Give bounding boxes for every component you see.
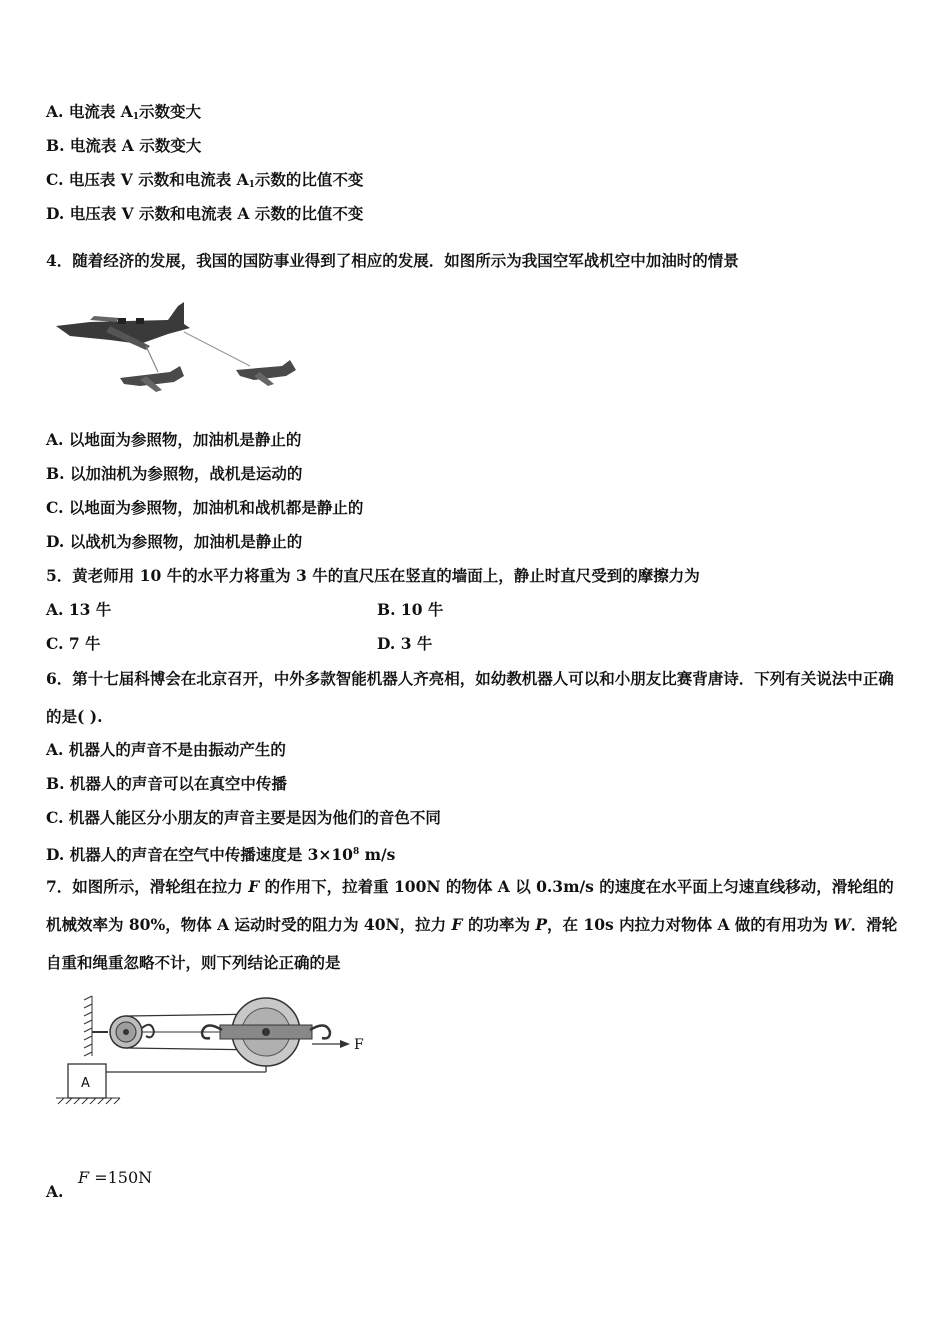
q7-option-a-formula: F =150N (78, 1168, 153, 1187)
q6-option-c: C. 机器人能区分小朋友的声音主要是因为他们的音色不同 (46, 808, 441, 827)
q7-option-a-letter: A. (46, 1182, 64, 1201)
q4-option-b: B. 以加油机为参照物，战机是运动的 (46, 464, 303, 483)
q4-option-c: C. 以地面为参照物，加油机和战机都是静止的 (46, 498, 364, 517)
q4-stem: 4．随着经济的发展，我国的国防事业得到了相应的发展．如图所示为我国空军战机空中加油时的情景 (46, 251, 739, 270)
pulley-system-figure (44, 992, 374, 1112)
q6-option-d: D. 机器人的声音在空气中传播速度是 $3\times 10^8$ m/s (46, 845, 396, 864)
refueling-aircraft-figure (50, 296, 310, 400)
ground (56, 1098, 120, 1104)
movable-pulley (202, 998, 330, 1066)
q5-option-c: C. 7 牛 (46, 634, 101, 653)
q6-option-b: B. 机器人的声音可以在真空中传播 (46, 774, 287, 793)
fighter-jet-left (120, 366, 184, 392)
q5-option-b: B. 10 牛 (377, 600, 444, 619)
q3-option-d: D. 电压表 V 示数和电流表 A 示数的比值不变 (46, 204, 364, 223)
q5-option-a: A. 13 牛 (46, 600, 112, 619)
tanker-aircraft (56, 302, 190, 350)
hose-right (184, 332, 250, 366)
q3-option-c: C. 电压表 V 示数和电流表 $A_1$示数的比值不变 (46, 170, 364, 190)
q6-stem: 6．第十七届科博会在北京召开，中外多款智能机器人齐亮相，如幼教机器人可以和小朋友比赛背唐诗．下列有关说法中正确的是( ). (46, 669, 894, 726)
q5-stem: 5．黄老师用 10 牛的水平力将重为 3 牛的直尺压在竖直的墙面上，静止时直尺受到的摩擦力为 (46, 566, 700, 585)
q5-option-d: D. 3 牛 (377, 634, 433, 653)
q4-option-a: A. 以地面为参照物，加油机是静止的 (46, 430, 302, 449)
block-a-label: A (81, 1076, 90, 1091)
q4-option-d: D. 以战机为参照物，加油机是静止的 (46, 532, 303, 551)
hose-left (146, 346, 158, 372)
wall (84, 996, 92, 1056)
force-label: F (354, 1037, 364, 1053)
q3-option-b: B. 电流表 A 示数变大 (46, 136, 202, 155)
q7-stem: 7．如图所示，滑轮组在拉力 F 的作用下，拉着重 100N 的物体 A 以 0.3m/s 的速度在水平面上匀速直线移动，滑轮组的机械效率为 80%，物体 A 运动时受的阻力为 40N，拉力 F 的功率为 P，在 10s 内拉力对物体 A 做的有用功为 W．滑轮自重和绳重忽略不计，则下列结论正确的是 (46, 877, 898, 972)
q3-option-a: A. 电流表 $A_1$示数变大 (46, 102, 202, 122)
q6-option-a: A. 机器人的声音不是由振动产生的 (46, 740, 286, 759)
